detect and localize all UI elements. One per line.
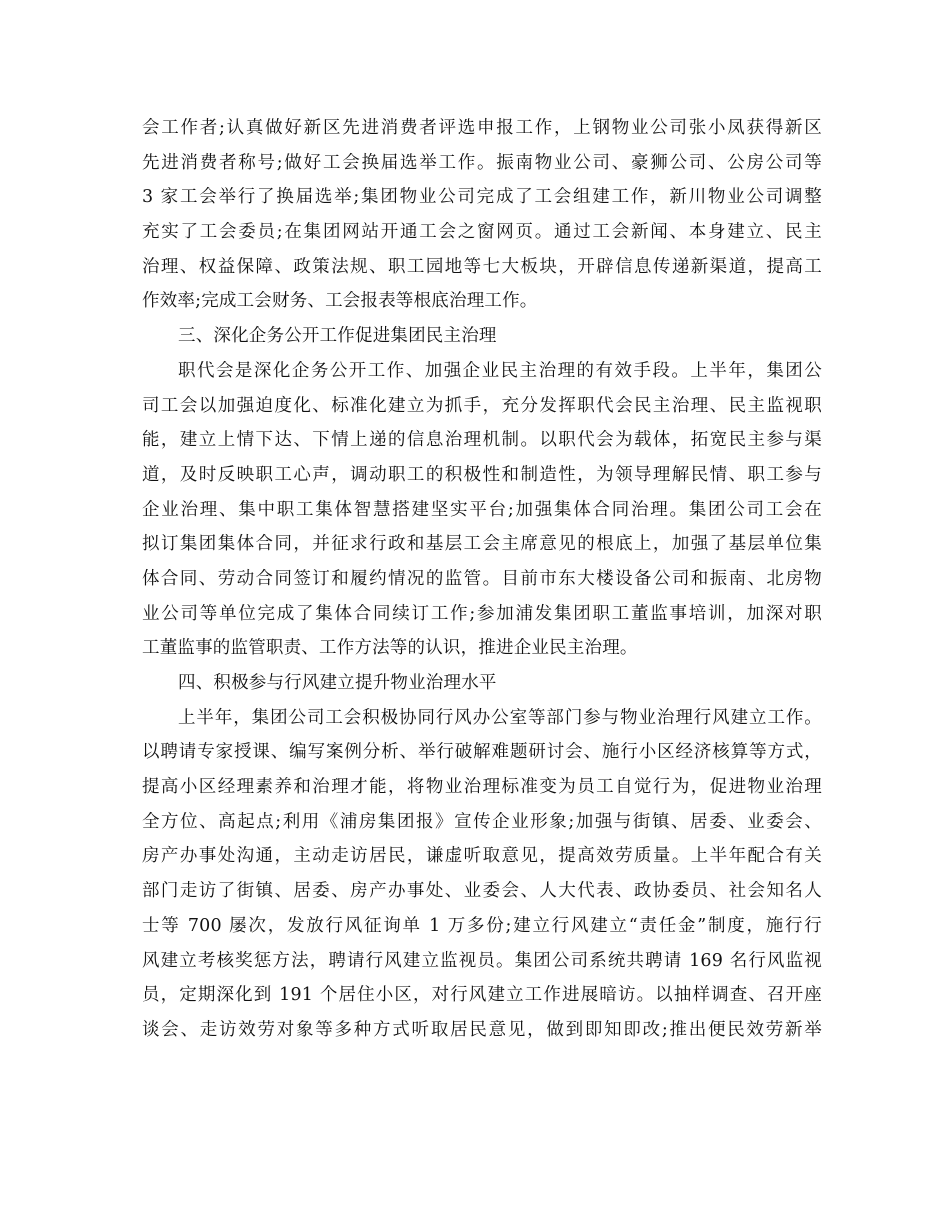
paragraph-line: 作效率;完成工会财务、工会报表等根底治理工作。 [142,291,538,312]
document-body [142,111,822,1048]
paragraph-line: 3 家工会举行了换届选举;集团物业公司完成了工会组建工作，新川物业公司调整 [142,187,822,208]
paragraph-line: 员，定期深化到 191 个居住小区，对行风建立工作进展暗访。以抽样调查、召开座 [142,985,822,1006]
paragraph-line: 先进消费者称号;做好工会换届选举工作。振南物业公司、豪狮公司、公房公司等 [142,152,822,173]
paragraph-line: 职代会是深化企务公开工作、加强企业民主治理的有效手段。上半年，集团公 [178,360,822,381]
section-heading: 三、深化企务公开工作促进集团民主治理 [178,326,497,347]
paragraph-line: 体合同、劳动合同签订和履约情况的监管。目前市东大楼设备公司和振南、北房物 [142,568,822,589]
paragraph-line: 治理、权益保障、政策法规、职工园地等七大板块，开辟信息传递新渠道，提高工 [142,256,822,277]
paragraph-line: 会工作者;认真做好新区先进消费者评选申报工作，上钢物业公司张小凤获得新区 [142,118,822,138]
paragraph-line: 士等 700 屡次，发放行风征询单 1 万多份;建立行风建立“责任金”制度，施行行 [142,915,822,936]
paragraph-line: 司工会以加强迫度化、标准化建立为抓手，充分发挥职代会民主治理、民主监视职 [142,395,822,416]
paragraph-line: 房产办事处沟通，主动走访居民，谦虚听取意见，提高效劳质量。上半年配合有关 [142,846,822,867]
paragraph-line: 部门走访了街镇、居委、房产办事处、业委会、人大代表、政协委员、社会知名人 [142,881,822,902]
paragraph-line: 充实了工会委员;在集团网站开通工会之窗网页。通过工会新闻、本身建立、民主 [142,222,822,243]
paragraph-line: 能，建立上情下达、下情上递的信息治理机制。以职代会为载体，拓宽民主参与渠 [142,430,822,451]
paragraph-line: 提高小区经理素养和治理才能，将物业治理标准变为员工自觉行为，促进物业治理 [142,777,822,798]
paragraph-line: 谈会、走访效劳对象等多种方式听取居民意见，做到即知即改;推出便民效劳新举 [142,1019,822,1040]
paragraph-line: 风建立考核奖惩方法，聘请行风建立监视员。集团公司系统共聘请 169 名行风监视 [142,950,822,971]
paragraph-line: 企业治理、集中职工集体智慧搭建坚实平台;加强集体合同治理。集团公司工会在 [142,499,822,520]
section-heading: 四、积极参与行风建立提升物业治理水平 [178,673,497,693]
paragraph-line: 上半年，集团公司工会积极协同行风办公室等部门参与物业治理行风建立工作。 [178,707,822,728]
paragraph-line: 以聘请专家授课、编写案例分析、举行破解难题研讨会、施行小区经济核算等方式， [142,742,822,763]
paragraph-line: 业公司等单位完成了集体合同续订工作;参加浦发集团职工董监事培训，加深对职 [142,603,822,624]
paragraph-line: 全方位、高起点;利用《浦房集团报》宣传企业形象;加强与街镇、居委、业委会、 [142,811,822,832]
paragraph-line: 工董监事的监管职责、工作方法等的认识，推进企业民主治理。 [142,638,638,659]
paragraph-line: 拟订集团集体合同，并征求行政和基层工会主席意见的根底上，加强了基层单位集 [142,534,822,555]
paragraph-line: 道，及时反映职工心声，调动职工的积极性和制造性，为领导理解民情、职工参与 [142,464,822,485]
